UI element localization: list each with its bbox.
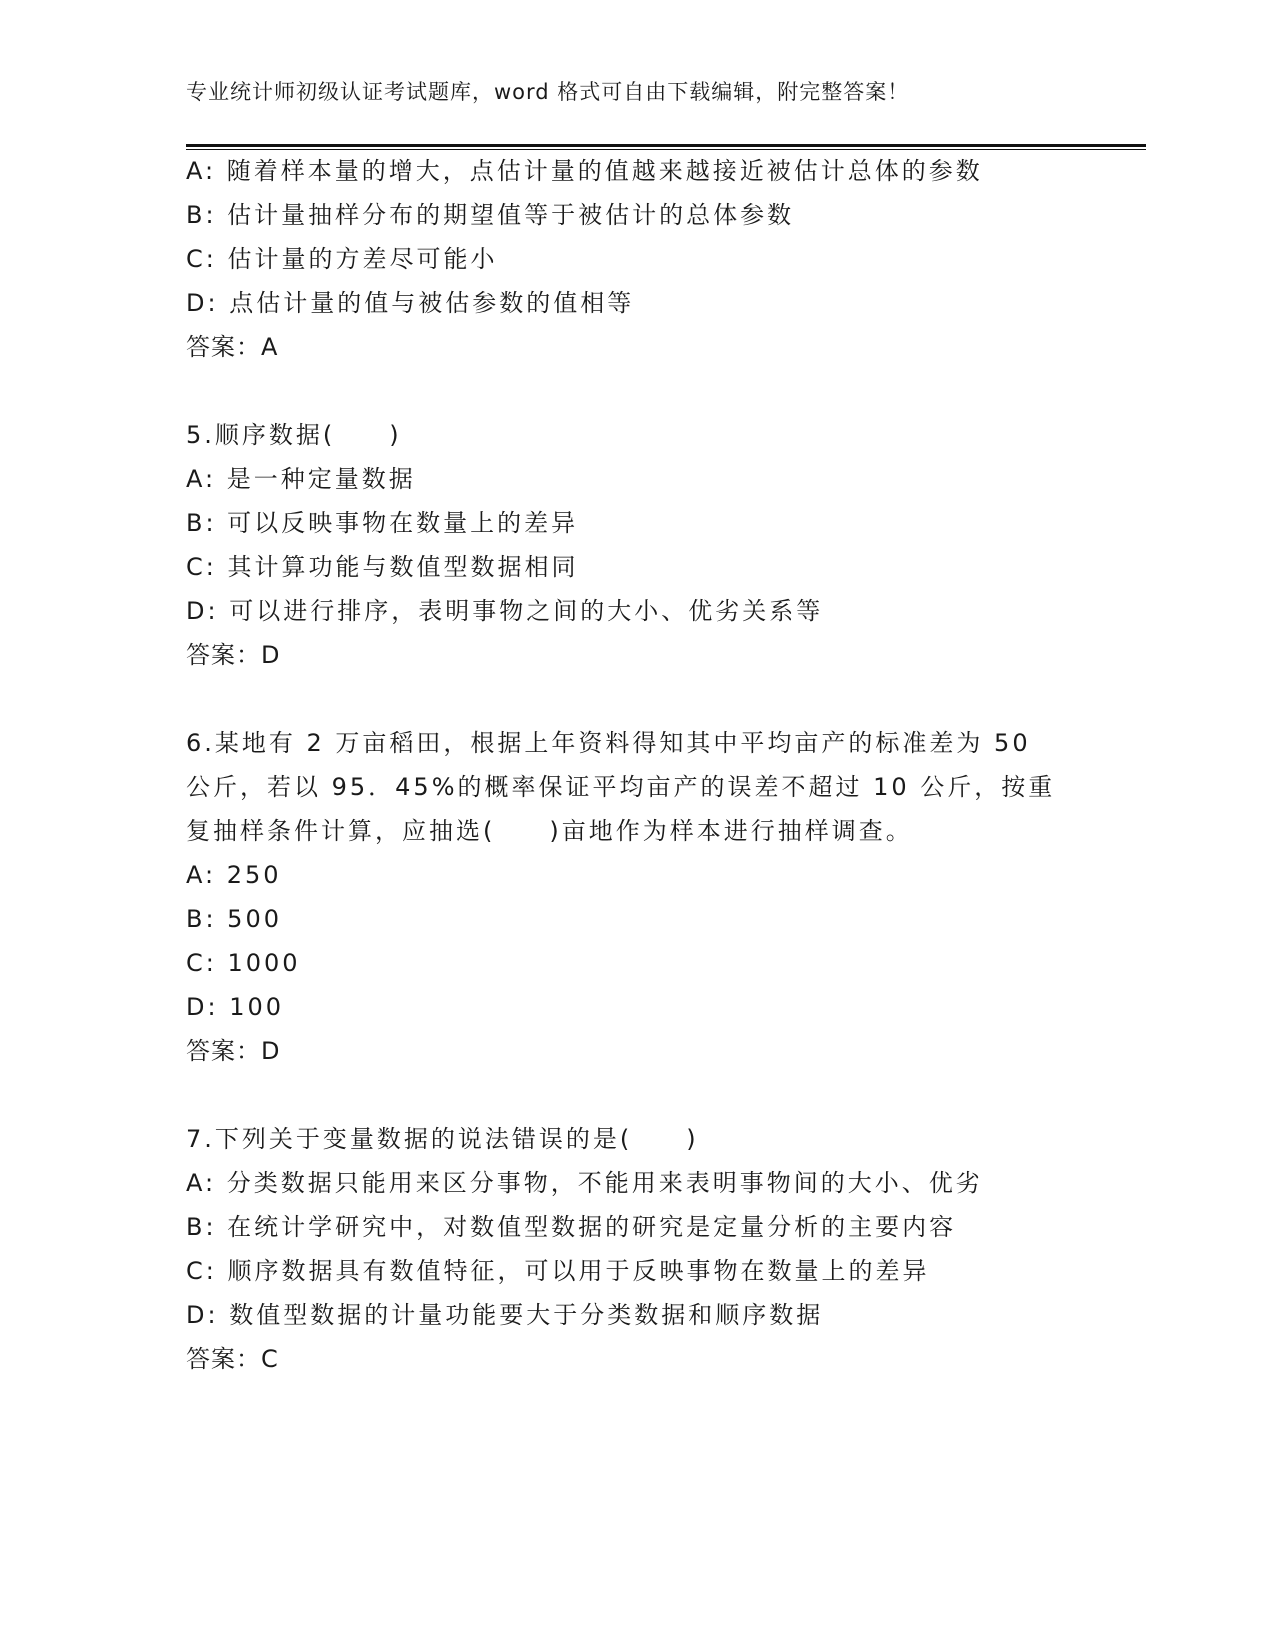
q7-stem: 7.下列关于变量数据的说法错误的是( ) — [186, 1125, 699, 1153]
q5-option-a: A: 是一种定量数据 — [186, 465, 416, 493]
q5-stem: 5.顺序数据( ) — [186, 421, 402, 449]
q6-option-b: B: 500 — [186, 905, 282, 933]
q4-option-b: B: 估计量抽样分布的期望值等于被估计的总体参数 — [186, 201, 795, 229]
header-rule-thick — [186, 144, 1146, 147]
q7-option-b: B: 在统计学研究中，对数值型数据的研究是定量分析的主要内容 — [186, 1213, 957, 1241]
page-header: 专业统计师初级认证考试题库，word 格式可自由下载编辑，附完整答案！ — [186, 80, 910, 104]
q6-option-c: C: 1000 — [186, 949, 301, 977]
q6-option-a: A: 250 — [186, 861, 282, 889]
q6-stem-line-1: 6.某地有 2 万亩稻田，根据上年资料得知其中平均亩产的标准差为 50 — [186, 729, 1031, 757]
q7-answer: 答案：C — [186, 1345, 279, 1373]
q4-option-d: D: 点估计量的值与被估参数的值相等 — [186, 289, 635, 317]
q7-option-a: A: 分类数据只能用来区分事物，不能用来表明事物间的大小、优劣 — [186, 1169, 983, 1197]
header-rule-thin — [186, 149, 1146, 150]
q6-answer: 答案：D — [186, 1037, 281, 1065]
q4-option-c: C: 估计量的方差尽可能小 — [186, 245, 498, 273]
q6-stem-line-2: 公斤，若以 95．45%的概率保证平均亩产的误差不超过 10 公斤，按重 — [186, 773, 1056, 801]
q6-stem-line-3: 复抽样条件计算，应抽选( )亩地作为样本进行抽样调查。 — [186, 817, 913, 845]
q4-answer: 答案：A — [186, 333, 279, 361]
q5-option-d: D: 可以进行排序，表明事物之间的大小、优劣关系等 — [186, 597, 824, 625]
q5-answer: 答案：D — [186, 641, 281, 669]
q5-option-b: B: 可以反映事物在数量上的差异 — [186, 509, 579, 537]
q6-option-d: D: 100 — [186, 993, 285, 1021]
q4-option-a: A: 随着样本量的增大，点估计量的值越来越接近被估计总体的参数 — [186, 157, 983, 185]
q5-option-c: C: 其计算功能与数值型数据相同 — [186, 553, 579, 581]
q7-option-c: C: 顺序数据具有数值特征，可以用于反映事物在数量上的差异 — [186, 1257, 930, 1285]
q7-option-d: D: 数值型数据的计量功能要大于分类数据和顺序数据 — [186, 1301, 824, 1329]
